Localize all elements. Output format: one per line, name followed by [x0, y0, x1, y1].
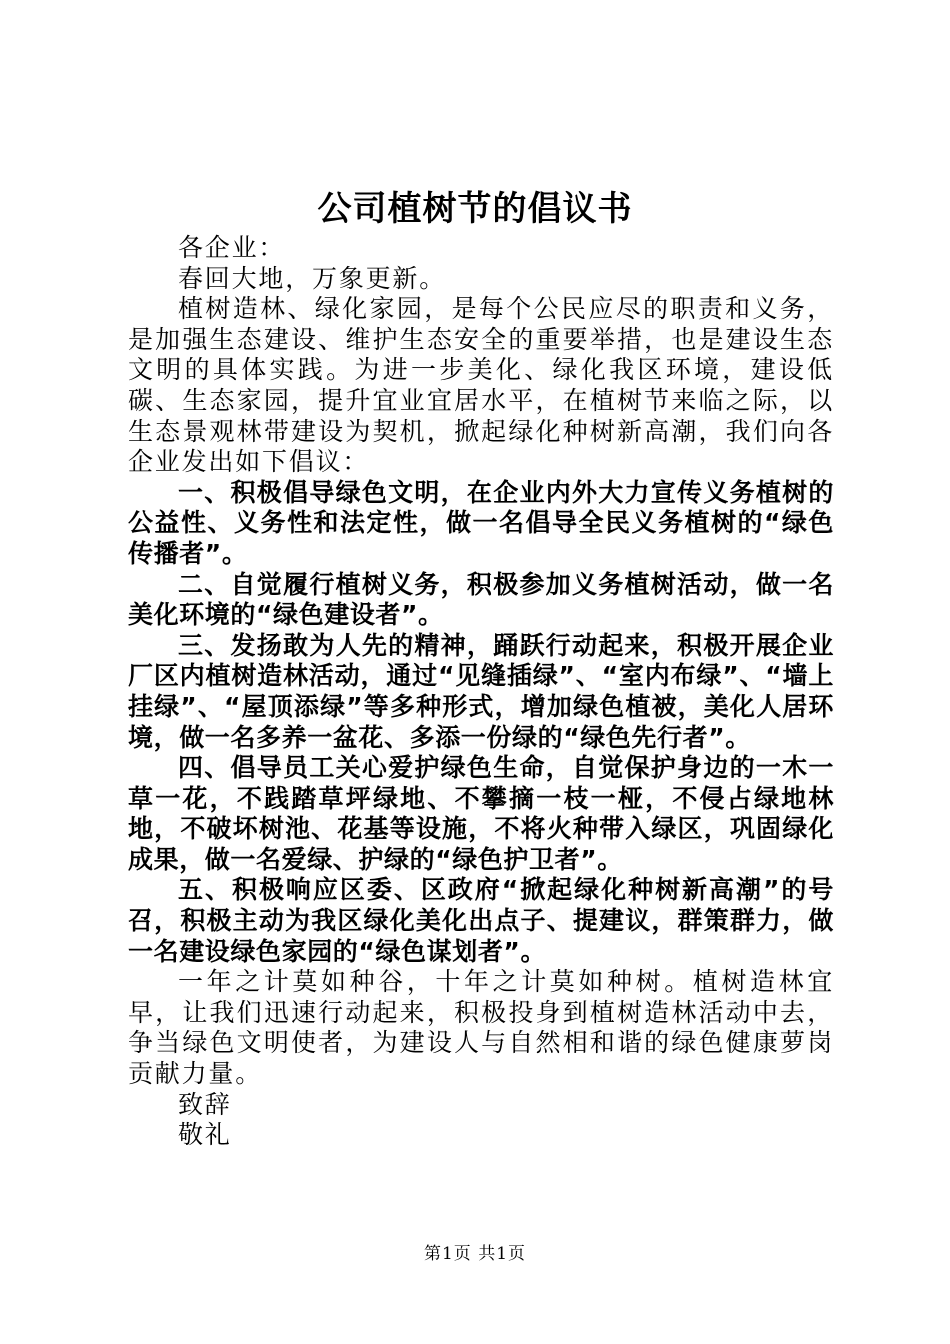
proposal-item-1: 一、积极倡导绿色文明，在企业内外大力宣传义务植树的公益性、义务性和法定性，做一名倡导全民义务植树的“绿色传播者”。	[128, 477, 834, 568]
salutation: 各企业：	[178, 233, 286, 262]
page-number-footer: 第1页 共1页	[423, 1244, 527, 1264]
sign-off-line-2: 敬礼	[178, 1120, 232, 1150]
intro-paragraph: 植树造林、绿化家园，是每个公民应尽的职责和义务，是加强生态建设、维护生态安全的重要举措，也是建设生态文明的具体实践。为进一步美化、绿化我区环境，建设低碳、生态家园，提升宜业宜居水平，在植树节来临之际，以生态景观林带建设为契机，掀起绿化种树新高潮，我们向各企业发出如下倡议：	[128, 294, 834, 477]
opening-line: 春回大地，万象更新。	[178, 263, 447, 293]
proposal-item-2: 二、自觉履行植树义务，积极参加义务植树活动，做一名美化环境的“绿色建设者”。	[128, 569, 834, 630]
sign-off-line-1: 致辞	[178, 1089, 232, 1119]
proposal-item-3: 三、发扬敢为人先的精神，踊跃行动起来，积极开展企业厂区内植树造林活动，通过“见缝插绿”、“室内布绿”、“墙上挂绿”、“屋顶添绿”等多种形式，增加绿色植被，美化人居环境，做一名多养一盆花、多添一份绿的“绿色先行者”。	[128, 630, 834, 752]
document-body	[128, 233, 834, 1151]
document-title: 公司植树节的倡议书	[317, 189, 633, 229]
proposal-item-5: 五、积极响应区委、区政府“掀起绿化种树新高潮”的号召，积极主动为我区绿化美化出点子、提建议，群策群力，做一名建设绿色家园的“绿色谋划者”。	[128, 875, 834, 966]
closing-paragraph: 一年之计莫如种谷，十年之计莫如种树。植树造林宜早，让我们迅速行动起来，积极投身到植树造林活动中去，争当绿色文明使者，为建设人与自然相和谐的绿色健康萝岗贡献力量。	[128, 967, 834, 1089]
proposal-item-4: 四、倡导员工关心爱护绿色生命，自觉保护身边的一木一草一花，不践踏草坪绿地、不攀摘一枝一桠，不侵占绿地林地，不破坏树池、花基等设施，不将火种带入绿区，巩固绿化成果，做一名爱绿、护绿的“绿色护卫者”。	[128, 753, 834, 874]
